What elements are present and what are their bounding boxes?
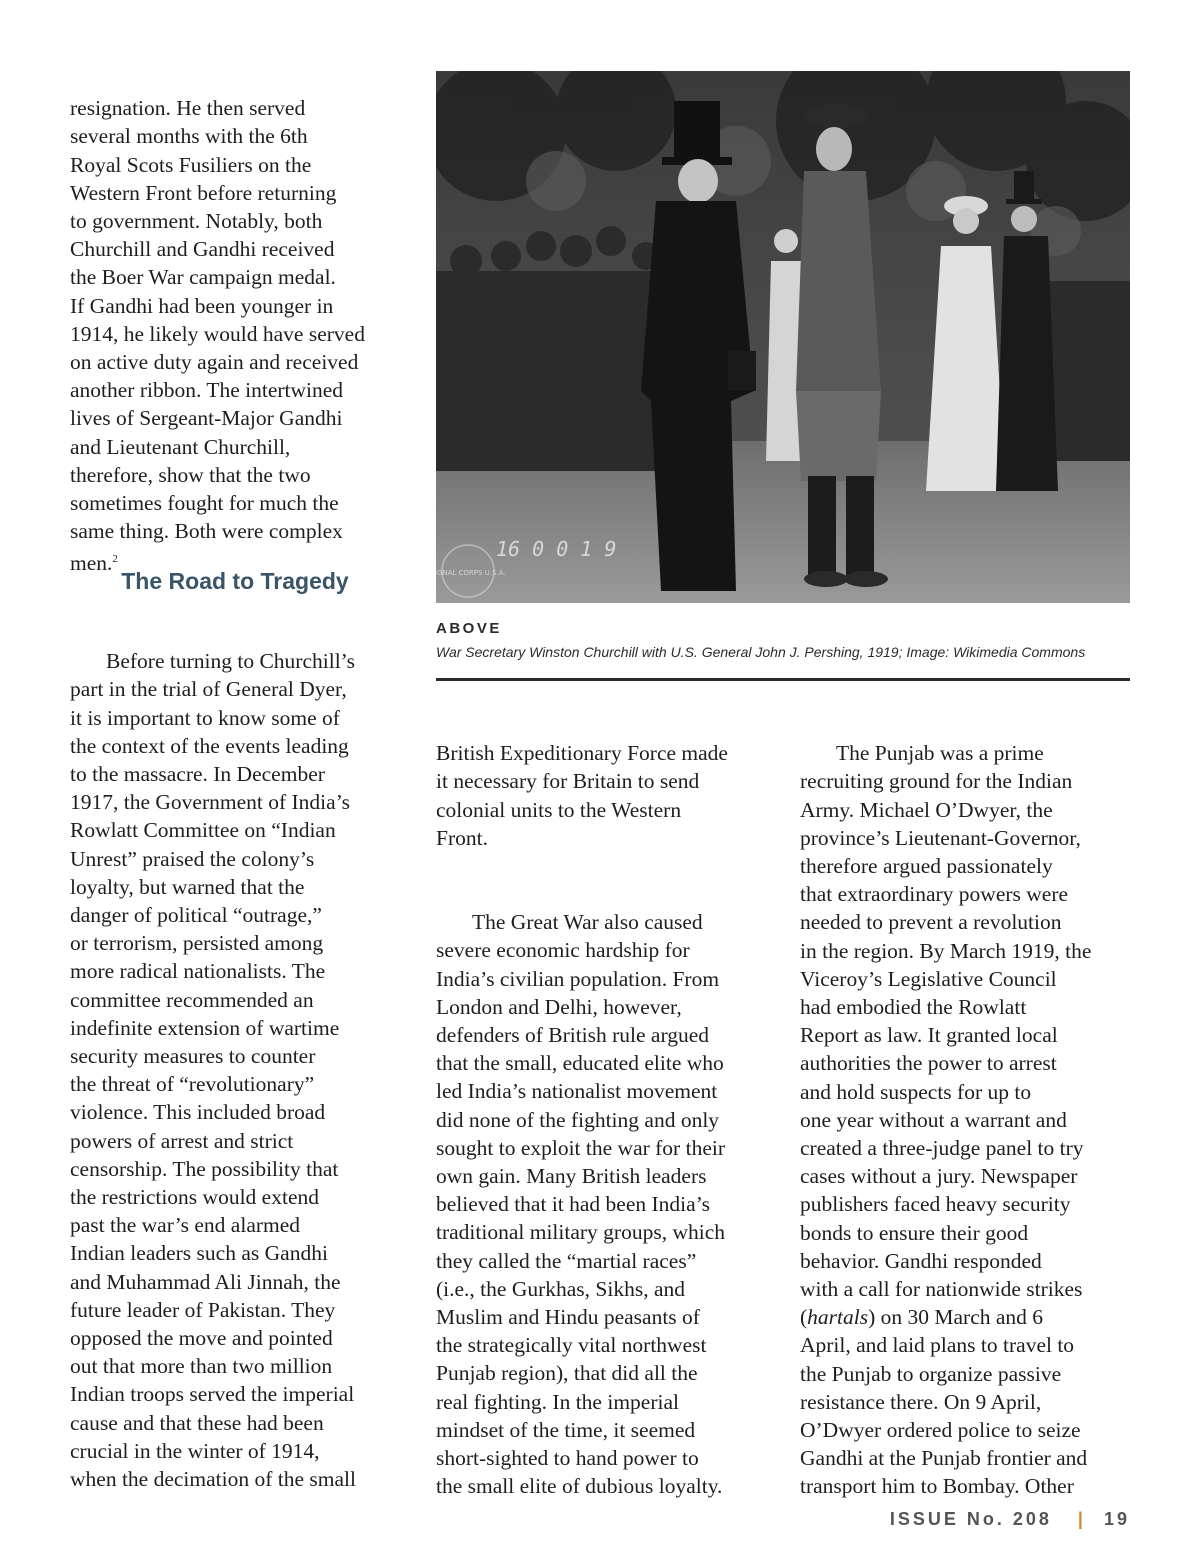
photo-illustration <box>436 71 1130 603</box>
historical-photo <box>436 71 1130 603</box>
stamp-ring-text: SIGNAL CORPS U.S.A. <box>436 569 506 577</box>
caption-divider <box>436 678 1130 681</box>
intro-text: resignation. He then served several months with the 6th Royal Scots Fusiliers on the Western Front before returning to government. Notably, both Churchill and Gandhi received the Boer War campaign medal. If Gandhi had been younger in 1914, he likely would have served on active duty again and received another ribbon. The intertwined lives of Sergeant-Major Gandhi and Lieutenant Churchill, therefore, show that the two sometimes fought for much the same thing. Both were complex men. <box>70 96 365 576</box>
middle-paragraph-2: The Great War also caused severe economic hardship for India’s civilian population. From London and Delhi, however, defenders of British rule argued that the small, educated elite who led India’s nationalist movement did none of the fighting and only sought to exploit the war for their own gain. Many British leaders believed that it had been India’s traditional military groups, which they called the “martial races” (i.e., the Gurkhas, Sikhs, and Muslim and Hindu peasants of the strategically vital northwest Punjab region), that did all the real fighting. In the imperial mindset of the time, it seemed short-sighted to hand power to the small elite of dubious loyalty. <box>436 910 726 1499</box>
left-column-body <box>70 619 410 1522</box>
left-column <box>70 66 410 606</box>
right-paragraph-1 <box>800 739 1145 1500</box>
issue-number: ISSUE No. 208 <box>889 1509 1052 1529</box>
right-text-a: The Punjab was a prime recruiting ground for the Indian Army. Michael O’Dwyer, the province’s Lieutenant-Governor, therefore argued passionately that extraordinary powers were needed to prevent a revolution in the region. By March 1919, the Viceroy’s Legislative Council had embodied the Rowlatt Report as law. It granted local authorities the power to arrest and hold suspects for up to one year without a warrant and created a three-judge panel to try cases without a jury. Newspaper publishers faced heavy security bonds to ensure their good behavior. Gandhi responded with a call for nationwide strikes ( <box>800 741 1092 1330</box>
right-column <box>800 711 1145 1529</box>
photo-stamp-number: 16 0 0 1 9 <box>496 537 617 561</box>
section-heading: The Road to Tragedy <box>121 568 349 594</box>
right-text-b: ) on 30 March and 6 April, and laid plans to travel to the Punjab to organize passive resistance there. On 9 April, O’Dwyer ordered police to seize Gandhi at the Punjab frontier and transport him to Bombay. Other <box>800 1305 1088 1499</box>
page-footer <box>890 1509 1130 1530</box>
footer-separator: | <box>1077 1509 1086 1529</box>
caption-text: War Secretary Winston Churchill with U.S. General John J. Pershing, 1919; Image: Wikimedia Commons <box>436 644 1086 660</box>
middle-column <box>436 711 781 1529</box>
intro-paragraph <box>70 94 410 578</box>
caption-label: ABOVE <box>436 620 502 637</box>
page-number: 19 <box>1103 1509 1130 1529</box>
footnote-marker: 2 <box>112 553 118 566</box>
right-text-italic: hartals <box>807 1305 869 1330</box>
middle-paragraph-1: British Expeditionary Force made it necessary for Britain to send colonial units to the Western Front. <box>436 741 728 850</box>
body-paragraph-1: Before turning to Churchill’s part in the trial of General Dyer, it is important to know some of the context of the events leading to the massacre. In December 1917, the Government of India’s Rowlatt Committee on “Indian Unrest” praised the colony’s loyalty, but warned that the danger of political “outrage,” or terrorism, persisted among more radical nationalists. The committee recommended an indefinite extension of wartime security measures to counter the threat of “revolutionary” violence. This included broad powers of arrest and strict censorship. The possibility that the restrictions would extend past the war’s end alarmed Indian leaders such as Gandhi and Muhammad Ali Jinnah, the future leader of Pakistan. They opposed the move and pointed out that more than two million Indian troops served the imperial cause and that these had been crucial in the winter of 1914, when the decimation of the small <box>70 649 356 1492</box>
